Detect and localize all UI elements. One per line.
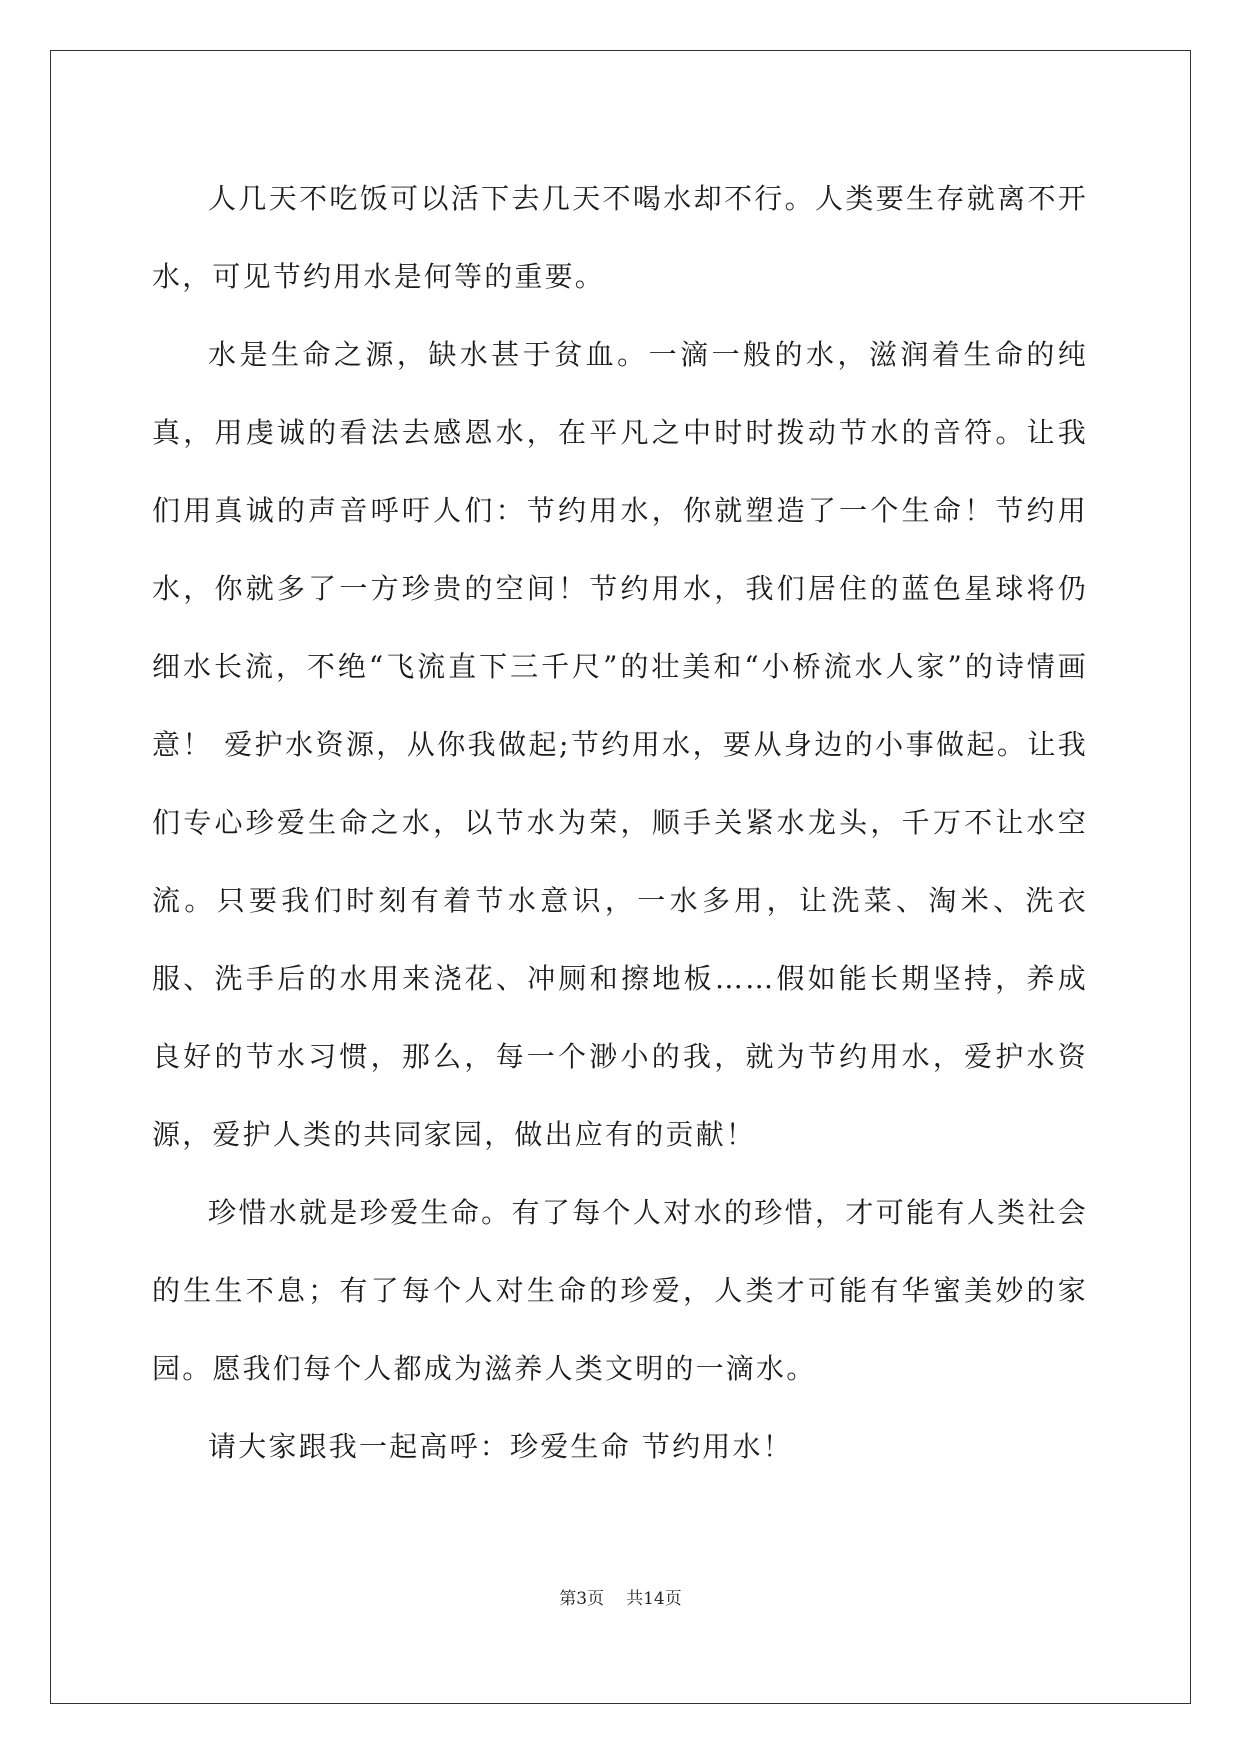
page-number: 第3页 bbox=[559, 1589, 605, 1609]
paragraph: 珍惜水就是珍爱生命。有了每个人对水的珍惜，才可能有人类社会的生生不息；有了每个人对生命的珍爱，人类才可能有华蜜美妙的家园。愿我们每个人都成为滋养人类文明的一滴水。 bbox=[152, 1196, 1088, 1385]
document-body bbox=[152, 160, 1088, 1486]
page-footer bbox=[0, 1584, 1241, 1609]
page-total: 共14页 bbox=[626, 1589, 682, 1609]
paragraph: 人几天不吃饭可以活下去几天不喝水却不行。人类要生存就离不开水，可见节约用水是何等的重要。 bbox=[152, 182, 1088, 293]
paragraph: 水是生命之源，缺水甚于贫血。一滴一般的水，滋润着生命的纯真，用虔诚的看法去感恩水，在平凡之中时时拨动节水的音符。让我们用真诚的声音呼吁人们：节约用水，你就塑造了一个生命！节约用水，你就多了一方珍贵的空间！节约用水，我们居住的蓝色星球将仍细水长流，不绝“飞流直下三千尺”的壮美和“小桥流水人家”的诗情画意！ 爱护水资源，从你我做起;节约用水，要从身边的小事做起。让我们专心珍爱生命之水，以节水为荣，顺手关紧水龙头，千万不让水空流。只要我们时刻有着节水意识，一水多用，让洗菜、淘米、洗衣服、洗手后的水用来浇花、冲厕和擦地板……假如能长期坚持，养成良好的节水习惯，那么，每一个渺小的我，就为节约用水，爱护水资源，爱护人类的共同家园，做出应有的贡献！ bbox=[152, 338, 1088, 1151]
paragraph: 请大家跟我一起高呼：珍爱生命 节约用水！ bbox=[208, 1430, 793, 1463]
